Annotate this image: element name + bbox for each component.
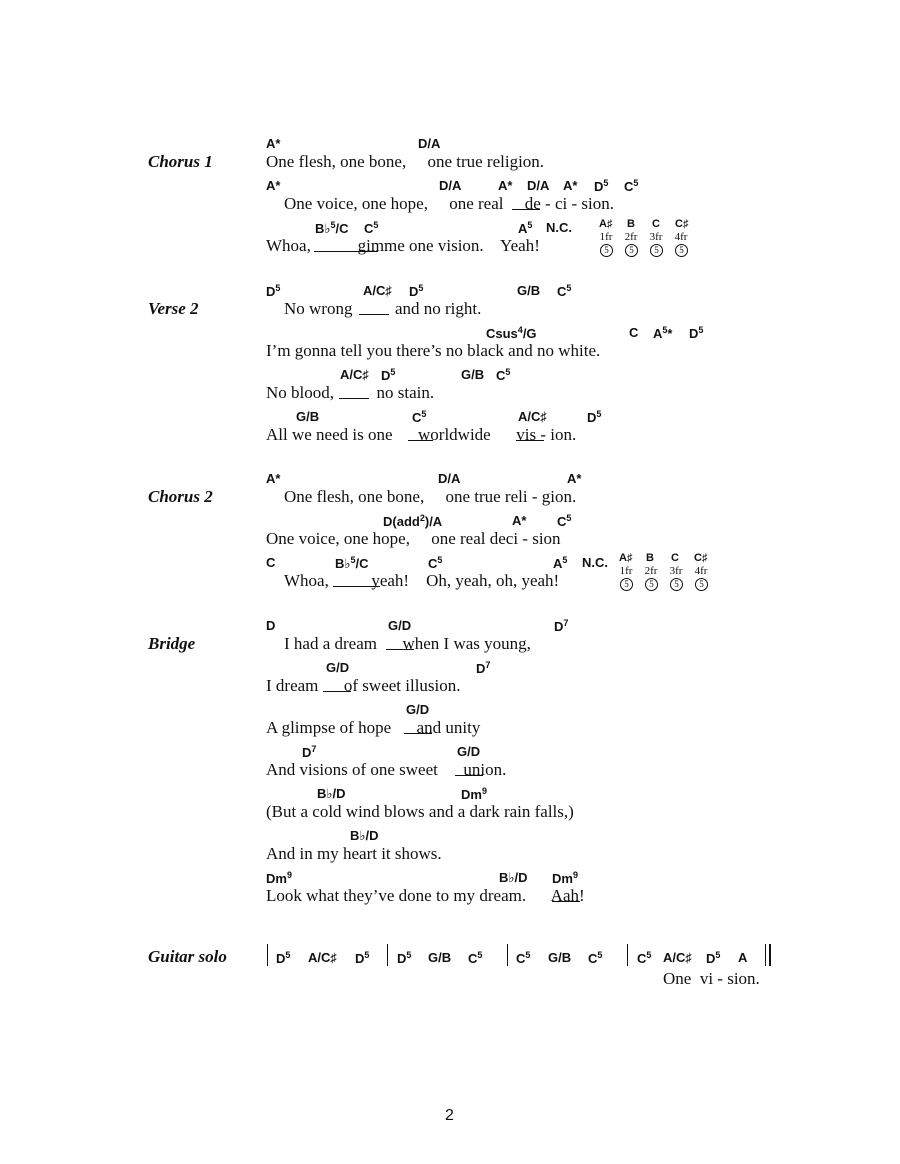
chord: $D^5$: [689, 325, 704, 341]
fret-label: 4fr: [674, 231, 688, 243]
lyric-line: And visions of one sweet union.: [266, 760, 507, 779]
chord: C: [652, 218, 660, 230]
melisma-line: [408, 440, 433, 441]
chord: N.C.: [546, 220, 572, 235]
chord: G/D: [457, 744, 481, 759]
melisma-line: [404, 733, 432, 734]
chord: $C^5$: [364, 220, 379, 236]
chord: $D^5$: [409, 283, 424, 299]
string-number: 5: [600, 244, 613, 257]
chord: $C^5$: [428, 555, 443, 571]
fret-label: 3fr: [669, 565, 683, 577]
chord: A/C♯: [663, 950, 692, 965]
chord: D/A: [439, 178, 462, 193]
chord: Dm$^9$: [461, 786, 487, 802]
chord: $D^5$: [381, 367, 396, 383]
melisma-line: [339, 398, 369, 399]
chord: A*: [563, 178, 578, 193]
chord: $D^5$: [594, 178, 609, 194]
chord: $C^5$: [516, 950, 531, 966]
chord: G/B: [428, 950, 452, 965]
lyric-line: A glimpse of hope and unity: [266, 718, 481, 737]
chord: A*: [266, 471, 281, 486]
chord: $D^5$: [276, 950, 291, 966]
chord: $A^5$: [553, 555, 568, 571]
chord: G/B: [461, 367, 485, 382]
barline: [387, 944, 388, 966]
chord: $C^5$: [557, 513, 572, 529]
chord: G/B: [296, 409, 320, 424]
chord: C: [266, 555, 276, 570]
chord: $D^7$: [554, 618, 569, 634]
string-number: 5: [670, 578, 683, 591]
section-label-chorus-1: Chorus 1: [148, 152, 213, 171]
chord: G/B: [548, 950, 572, 965]
lyric-line: All we need is one worldwide vis - ion.: [266, 425, 577, 444]
fret-label: 4fr: [694, 565, 708, 577]
chord: A/C♯: [340, 367, 369, 382]
lyric-line: One voice, one hope, one real de - ci - sion.: [284, 194, 614, 213]
melisma-line: [359, 314, 389, 315]
chord: B♭$^5$/C: [335, 555, 369, 571]
melisma-line: [323, 691, 351, 692]
chord: $C^5$: [496, 367, 511, 383]
chord: B♭/D: [317, 786, 346, 801]
page-number: 2: [445, 1107, 454, 1124]
string-number: 5: [645, 578, 658, 591]
chord: A*: [512, 513, 527, 528]
melisma-line: [386, 649, 414, 650]
chord: B: [646, 552, 654, 564]
chord: $C^5$: [468, 950, 483, 966]
section-label-guitar-solo: Guitar solo: [148, 947, 227, 966]
chord: A: [738, 950, 748, 965]
string-number: 5: [695, 578, 708, 591]
fret-label: 1fr: [599, 231, 613, 243]
section-label-chorus-2: Chorus 2: [148, 487, 213, 506]
chord: $C^5$: [637, 950, 652, 966]
melisma-line: [512, 209, 540, 210]
lyric-line: (But a cold wind blows and a dark rain falls,): [266, 802, 574, 821]
melisma-line: [516, 440, 544, 441]
barline: [267, 944, 268, 966]
section-label-verse-2: Verse 2: [148, 299, 199, 318]
lyric-line: Look what they’ve done to my dream. Aah!: [266, 886, 585, 905]
lyric-line: No wrong and no right.: [284, 299, 482, 318]
string-number: 5: [620, 578, 633, 591]
lyric-line: I dream of sweet illusion.: [266, 676, 461, 695]
string-number: 5: [625, 244, 638, 257]
chord: D: [266, 618, 276, 633]
chord: A/C♯: [363, 283, 392, 298]
fret-label: 2fr: [624, 231, 638, 243]
chord: C♯: [694, 552, 708, 564]
chord: A/C♯: [308, 950, 337, 965]
chord: $C^5$: [624, 178, 639, 194]
string-number: 5: [675, 244, 688, 257]
chord: C♯: [675, 218, 689, 230]
lyric-line: Whoa, gimme one vision. Yeah!: [266, 236, 540, 255]
melisma-line: [314, 251, 378, 252]
melisma-line: [333, 586, 380, 587]
chord: D/A: [418, 136, 441, 151]
melisma-line: [552, 901, 580, 902]
chord: $A^5*$: [653, 325, 673, 341]
barline: [507, 944, 508, 966]
chord: $D^5$: [266, 283, 281, 299]
lyric-line: I’m gonna tell you there’s no black and no white.: [266, 341, 601, 360]
chord: A*: [266, 136, 281, 151]
chord: N.C.: [582, 555, 608, 570]
chord: G/D: [388, 618, 412, 633]
chord: $C^5$: [557, 283, 572, 299]
double-barline: [765, 944, 766, 966]
double-barline: [769, 944, 771, 966]
chord: B♭/D: [350, 828, 379, 843]
chord: $A^5$: [518, 220, 533, 236]
chord: A*: [498, 178, 513, 193]
chord: B: [627, 218, 635, 230]
chord: Dm$^9$: [552, 870, 578, 886]
chord: A*: [266, 178, 281, 193]
chord: A♯: [619, 552, 633, 564]
chord: D(add$^2$)/A: [383, 513, 443, 529]
chord: $D^5$: [355, 950, 370, 966]
chord: $C^5$: [588, 950, 603, 966]
lyric-line: One flesh, one bone, one true religion.: [266, 152, 545, 171]
string-number: 5: [650, 244, 663, 257]
chord: A*: [567, 471, 582, 486]
chord: A/C♯: [518, 409, 547, 424]
chord: C: [629, 325, 639, 340]
chord: D/A: [438, 471, 461, 486]
lyric-line: One vi - sion.: [663, 969, 760, 988]
lyric-line: No blood, no stain.: [266, 383, 435, 402]
lyric-line: I had a dream when I was young,: [284, 634, 531, 653]
chord: B♭$^5$/C: [315, 220, 349, 236]
chord: G/D: [406, 702, 430, 717]
lyric-line: One voice, one hope, one real deci - sion: [266, 529, 561, 548]
section-label-bridge: Bridge: [148, 634, 196, 653]
chord: $D^5$: [587, 409, 602, 425]
chord: G/B: [517, 283, 541, 298]
chord: $D^5$: [706, 950, 721, 966]
chord: B♭/D: [499, 870, 528, 885]
chord: D/A: [527, 178, 550, 193]
lyric-line: Whoa, yeah! Oh, yeah, oh, yeah!: [284, 571, 560, 590]
chord: Csus$^4$/G: [486, 325, 537, 341]
fret-label: 1fr: [619, 565, 633, 577]
chord: $D^7$: [476, 660, 491, 676]
lyric-line: And in my heart it shows.: [266, 844, 442, 863]
chord: Dm$^9$: [266, 870, 292, 886]
chord: C: [671, 552, 679, 564]
fret-label: 2fr: [644, 565, 658, 577]
melisma-line: [455, 775, 483, 776]
fret-label: 3fr: [649, 231, 663, 243]
barline: [627, 944, 628, 966]
chord: A♯: [599, 218, 613, 230]
chord: $D^5$: [397, 950, 412, 966]
chord: $C^5$: [412, 409, 427, 425]
chord: $D^7$: [302, 744, 317, 760]
chord: G/D: [326, 660, 350, 675]
lyric-line: One flesh, one bone, one true reli - gion.: [284, 487, 577, 506]
